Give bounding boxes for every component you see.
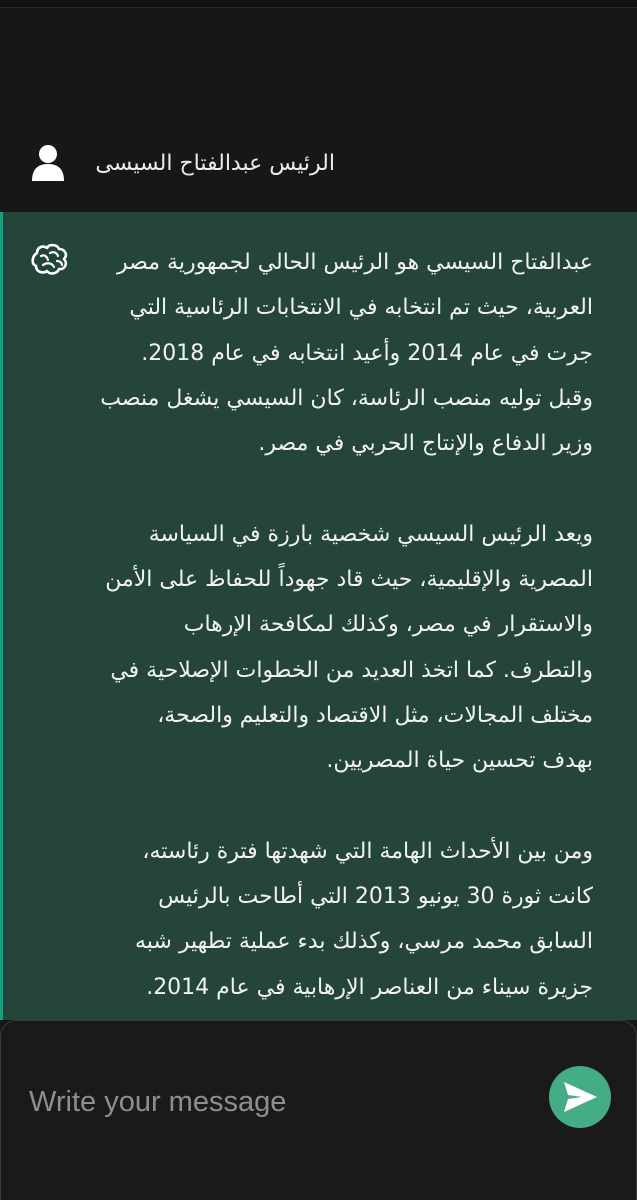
- assistant-paragraph: عبدالفتاح السيسي هو الرئيس الحالي لجمهورية مصر العربية، حيث تم انتخابه في الانتخابات الرئاسية التي جرت في عام 2014 وأعيد انتخابه في عام 2018. وقبل توليه منصب الرئاسة، كان السيسي يشغل منصب وزير الدفاع والإنتاج الحربي في مصر.: [100, 250, 593, 457]
- assistant-message-row: [0, 212, 637, 1020]
- user-message-row: [0, 118, 637, 212]
- user-message-text: الرئيس عبدالفتاح السيسى: [95, 151, 335, 176]
- send-icon: [560, 1078, 600, 1116]
- assistant-paragraph: ويعد الرئيس السيسي شخصية بارزة في السياسة المصرية والإقليمية، حيث قاد جهوداً للحفاظ على الأمن والاستقرار في مصر، وكذلك لمكافحة الإرهاب والتطرف. كما اتخذ العديد من الخطوات الإصلاحية في مختلف المجالات، مثل الاقتصاد والتعليم والصحة، بهدف تحسين حياة المصريين.: [105, 521, 593, 774]
- send-button[interactable]: [549, 1066, 611, 1128]
- brain-icon: [29, 241, 71, 279]
- message-composer: [0, 1020, 637, 1200]
- top-bar: [0, 0, 637, 8]
- assistant-paragraph: ومن بين الأحداث الهامة التي شهدتها فترة رئاسته، كانت ثورة 30 يونيو 2013 التي أطاحت بالرئيس السابق محمد مرسي، وكذلك بدء عملية تطهير شبه جزيرة سيناء من العناصر الإرهابية في عام 2014.: [134, 838, 593, 1000]
- message-input[interactable]: [21, 1077, 537, 1127]
- user-icon: [30, 144, 66, 182]
- assistant-message-text: [73, 240, 593, 1010]
